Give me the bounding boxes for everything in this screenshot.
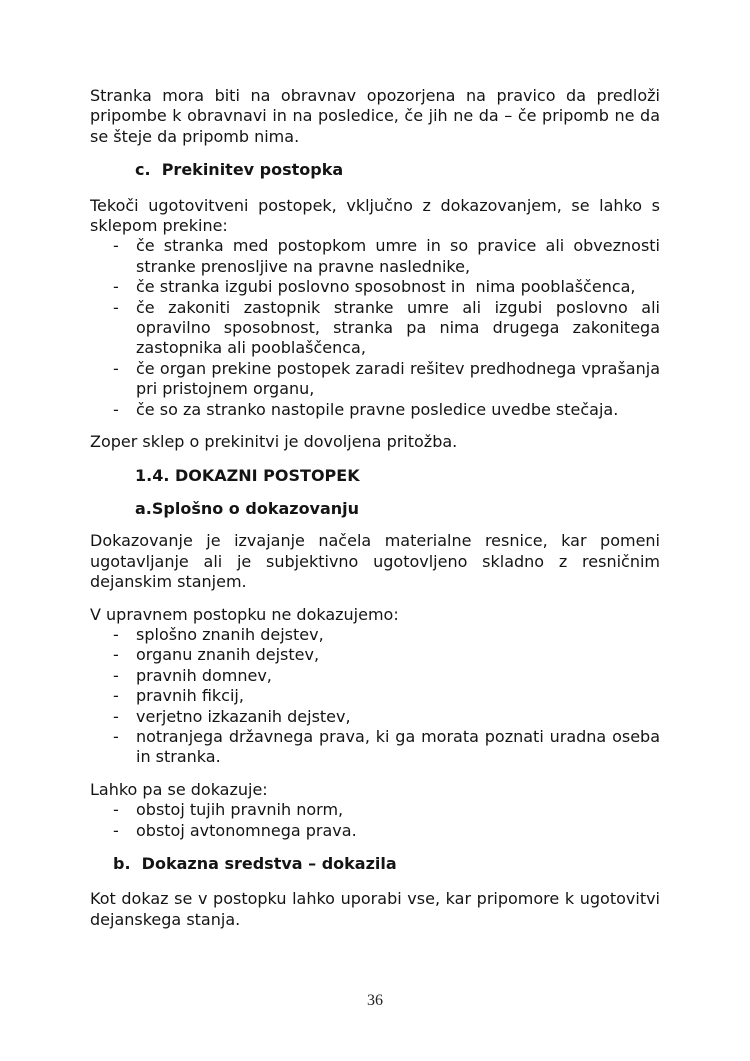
list-item: - obstoj tujih pravnih norm, (90, 800, 660, 820)
list-item: - organu znanih dejstev, (90, 645, 660, 665)
list-item: - obstoj avtonomnega prava. (90, 821, 660, 841)
section-c-list (90, 236, 666, 420)
section-c-closing: Zoper sklep o prekinitvi je dovoljena pritožba. (90, 432, 458, 452)
list-item: - pravnih fikcij, (90, 686, 660, 706)
list-item: - splošno znanih dejstev, (90, 625, 660, 645)
list-item: - če stranka izgubi poslovno sposobnost in nima pooblaščenca, (90, 277, 660, 297)
subsection-a-heading: a.Splošno o dokazovanju (135, 498, 360, 518)
not-proven-list (90, 624, 666, 768)
list-item: - če organ prekine postopek zaradi rešitev predhodnega vprašanja pri pristojnem organu, (90, 359, 660, 400)
list-item: - če stranka med postopkom umre in so pravice ali obveznosti stranke prenosljive na pravne naslednike, (90, 236, 660, 277)
page-number: 36 (367, 992, 383, 1009)
subsection-b-heading: b. Dokazna sredstva – dokazila (113, 854, 397, 873)
proven-lead: Lahko pa se dokazuje: (90, 779, 268, 799)
list-item: - če zakoniti zastopnik stranke umre ali izgubi poslovno ali opravilno sposobnost, stranka pa nima drugega zakonitega zastopnika ali pooblaščenca, (90, 298, 660, 359)
intro-paragraph: Stranka mora biti na obravnav opozorjena na pravico da predloži pripombe k obravnavi in na posledice, če jih ne da – če pripomb ne da se šteje da pripomb nima. (90, 86, 660, 146)
proven-list (90, 800, 660, 841)
not-proven-lead: V upravnem postopku ne dokazujemo: (90, 604, 399, 624)
section-1-4-heading: 1.4. DOKAZNI POSTOPEK (135, 465, 360, 485)
subsection-b-paragraph: Kot dokaz se v postopku lahko uporabi vse, kar pripomore k ugotovitvi dejanskega stanja. (90, 889, 660, 929)
list-item: - notranjega državnega prava, ki ga morata poznati uradna oseba in stranka. (90, 727, 660, 768)
subsection-a-paragraph: Dokazovanje je izvajanje načela materialne resnice, kar pomeni ugotavljanje ali je subjektivno ugotovljeno skladno z resničnim dejanskim stanjem. (90, 531, 660, 592)
list-item: - če so za stranko nastopile pravne posledice uvedbe stečaja. (90, 400, 660, 420)
section-c-lead: Tekoči ugotovitveni postopek, vključno z dokazovanjem, se lahko s sklepom prekine: (90, 195, 660, 236)
list-item: - pravnih domnev, (90, 666, 660, 686)
list-item: - verjetno izkazanih dejstev, (90, 707, 660, 727)
section-c-heading: c. Prekinitev postopka (135, 160, 344, 180)
